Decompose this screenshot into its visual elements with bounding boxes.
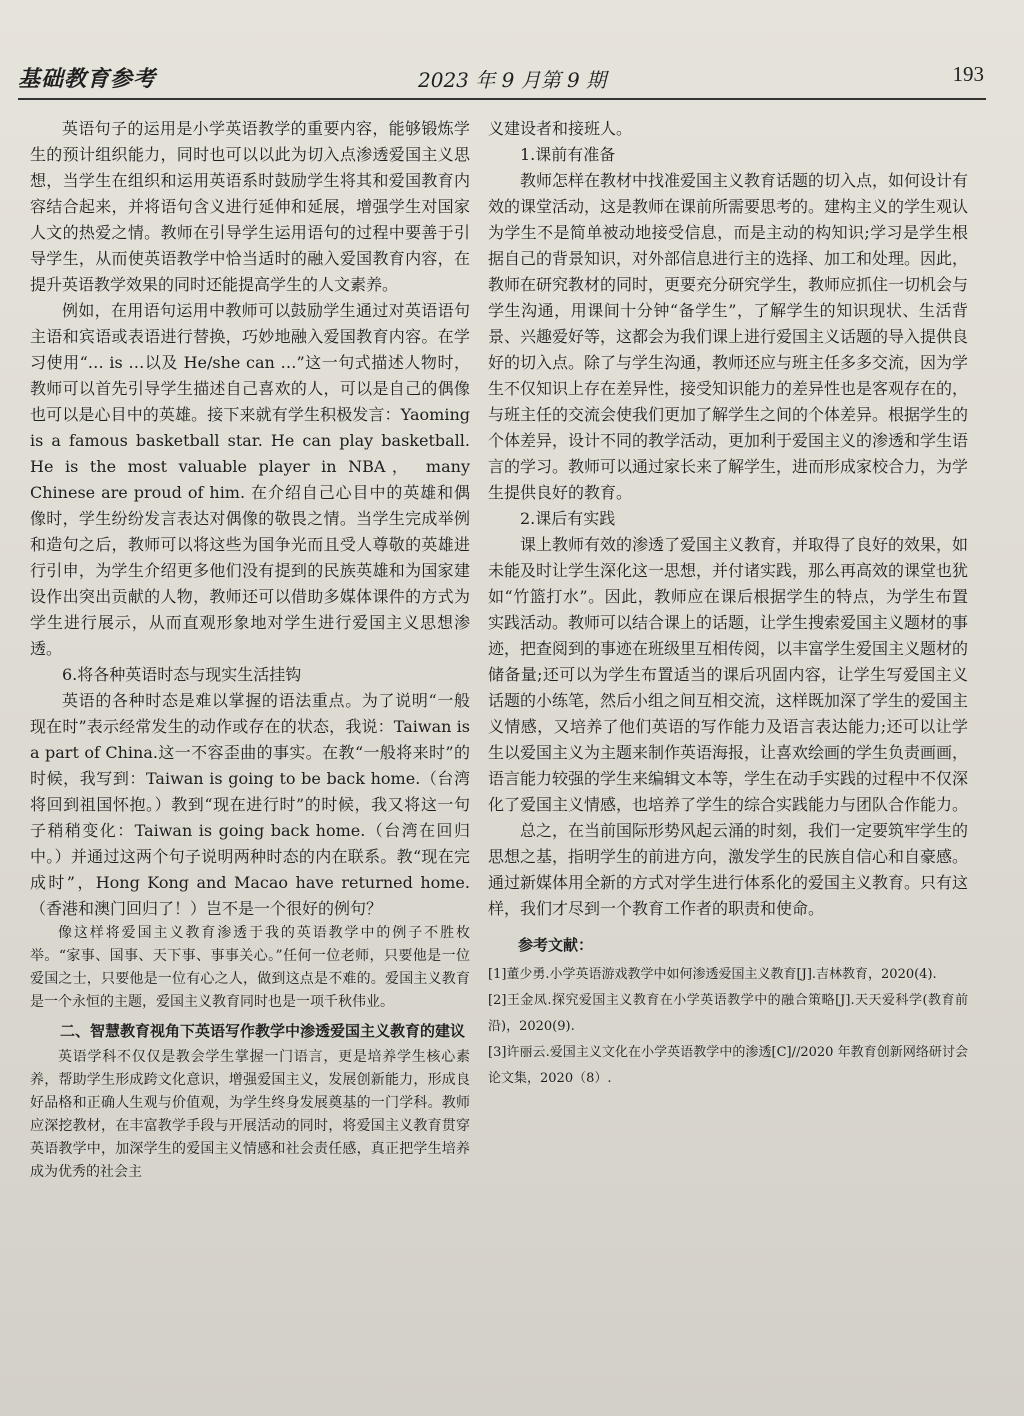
paragraph: 例如，在用语句运用中教师可以鼓励学生通过对英语语句主语和宾语或表语进行替换，巧妙地融入爱国教育内容。在学习使用“… is …以及 He/she can …”这一句式描述人物时，教师可以首先引导学生描述自己喜欢的人，可以是自己的偶像也可以是心目中的英雄。接下来就有学生积极发言：Yaoming is a famous basketball star. He can play basketball. He is the most valuable player in NBA， many Chinese are proud of him. 在介绍自己心目中的英雄和偶像时，学生纷纷发言表达对偶像的敬畏之情。当学生完成举例和造句之后，教师可以将这些为国争光而且受人尊敬的英雄进行引申，为学生介绍更多他们没有提到的民族英雄和为国家建设作出突出贡献的人物，教师还可以借助多媒体课件的方式为学生进行展示，从而直观形象地对学生进行爱国主义思想渗透。 [30,301,470,658]
header-divider [18,98,986,100]
paragraph: 义建设者和接班人。 [488,119,633,138]
references-heading: 参考文献： [518,936,594,954]
reference-item: [1]董少勇.小学英语游戏教学中如何渗透爱国主义教育[J].吉林教育，2020(4). [488,967,937,982]
paragraph: 英语学科不仅仅是教会学生掌握一门语言，更是培养学生核心素养，帮助学生形成跨文化意识，增强爱国主义，发展创新能力，形成良好品格和正确人生观与价值观，为学生终身发展奠基的一门学科。教师应深挖教材，在丰富教学手段与开展活动的同时，将爱国主义教育贯穿英语教学中，加深学生的爱国主义情感和社会责任感，真正把学生培养成为优秀的社会主 [30,1049,470,1180]
journal-title: 基础教育参考 [18,66,157,92]
subsection-heading: 1.课前有准备 [520,145,616,164]
subsection-heading: 6.将各种英语时态与现实生活挂钩 [62,665,302,684]
reference-item: [3]许丽云.爱国主义文化在小学英语教学中的渗透[C]//2020 年教育创新网络研讨会论文集，2020（8）. [488,1045,968,1086]
issue-date: 2023 年 9 月第 9 期 [418,68,607,92]
right-column [488,116,968,1092]
subsection-heading: 2.课后有实践 [520,509,616,528]
paragraph: 英语句子的运用是小学英语教学的重要内容，能够锻炼学生的预计组织能力，同时也可以以此为切入点渗透爱国主义思想，当学生在组织和运用英语系时鼓励学生将其和爱国教育内容结合起来，并将语句含义进行延伸和延展，增强学生对国家人文的热爱之情。教师在引导学生运用语句的过程中要善于引导学生，从而使英语教学中恰当适时的融入爱国教育内容，在提升英语教学效果的同时还能提高学生的人文素养。 [30,119,470,294]
left-column [30,116,470,1184]
paragraph: 像这样将爱国主义教育渗透于我的英语教学中的例子不胜枚举。“家事、国事、天下事、事事关心。”任何一位老师，只要他是一位爱国之士，只要他是一位有心之人，做到这点是不难的。爱国主义教育是一个永恒的主题，爱国主义教育同时也是一项千秋伟业。 [30,925,470,1010]
reference-item: [2]王金凤.探究爱国主义教育在小学英语教学中的融合策略[J].天天爱科学(教育前沿)，2020(9). [488,993,968,1034]
paragraph: 总之，在当前国际形势风起云涌的时刻，我们一定要筑牢学生的思想之基，指明学生的前进方向，激发学生的民族自信心和自豪感。通过新媒体用全新的方式对学生进行体系化的爱国主义教育。只有这样，我们才尽到一个教育工作者的职责和使命。 [488,821,969,918]
paragraph: 英语的各种时态是难以掌握的语法重点。为了说明“一般现在时”表示经常发生的动作或存在的状态，我说：Taiwan is a part of China.这一不容歪曲的事实。在教“一般将来时”的时候，我写到：Taiwan is going to be back home.（台湾将回到祖国怀抱。）教到“现在进行时”的时候，我又将这一句子稍稍变化：Taiwan is going back home.（台湾在回归中。）并通过这两个句子说明两种时态的内在联系。教“现在完成时”，Hong Kong and Macao have returned home.（香港和澳门回归了！）岂不是一个很好的例句？ [30,691,470,918]
paragraph: 教师怎样在教材中找准爱国主义教育话题的切入点，如何设计有效的课堂活动，这是教师在课前所需要思考的。建构主义的学生观认为学生不是简单被动地接受信息，而是主动的构知识;学习是学生根据自己的背景知识，对外部信息进行主的选择、加工和处理。因此，教师在研究教材的同时，更要充分研究学生，教师应抓住一切机会与学生沟通，用课间十分钟“备学生”，了解学生的知识现状、生活背景、兴趣爱好等，这都会为我们课上进行爱国主义话题的导入提供良好的切入点。除了与学生沟通，教师还应与班主任多多交流，因为学生不仅知识上存在差异性，接受知识能力的差异性也是客观存在的，与班主任的交流会使我们更加了解学生之间的个体差异。根据学生的个体差异，设计不同的教学活动，更加利于爱国主义的渗透和学生语言的学习。教师可以通过家长来了解学生，进而形成家校合力，为学生提供良好的教育。 [488,171,969,502]
page-header [18,60,984,94]
page-number: 193 [952,62,984,86]
section-heading: 二、智慧教育视角下英语写作教学中渗透爱国主义教育的建议 [60,1022,466,1040]
paragraph: 课上教师有效的渗透了爱国主义教育，并取得了良好的效果，如未能及时让学生深化这一思想，并付诸实践，那么再高效的课堂也犹如“竹篮打水”。因此，教师应在课后根据学生的特点，为学生布置实践活动。教师可以结合课上的话题，让学生搜索爱国主义题材的事迹，把查阅到的事迹在班级里互相传阅，以丰富学生爱国主义题材的储备量;还可以为学生布置适当的课后巩固内容，让学生写爱国主义话题的小练笔，然后小组之间互相交流，这样既加深了学生的爱国主义情感，又培养了他们英语的写作能力及语言表达能力;还可以让学生以爱国主义为主题来制作英语海报，让喜欢绘画的学生负责画画，语言能力较强的学生来编辑文本等，学生在动手实践的过程中不仅深化了爱国主义情感，也培养了学生的综合实践能力与团队合作能力。 [488,535,969,814]
